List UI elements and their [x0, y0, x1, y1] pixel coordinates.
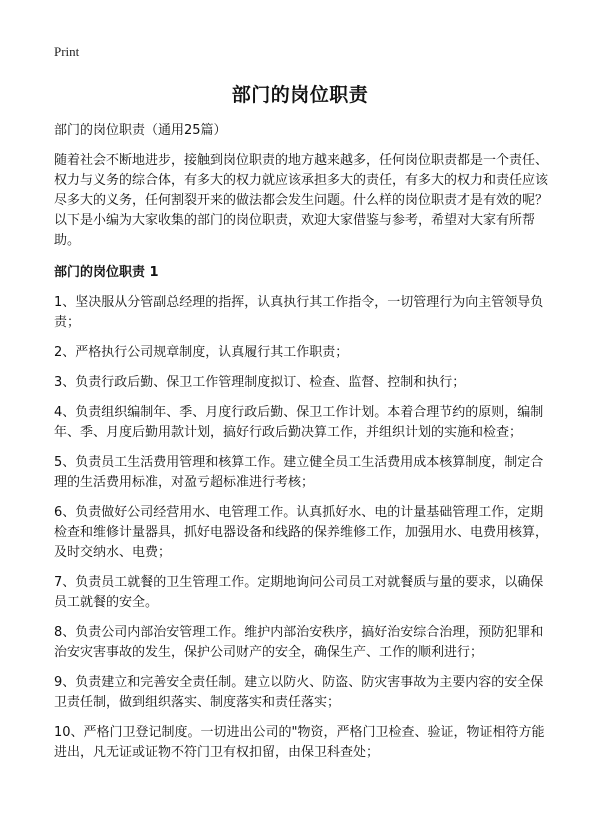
- section-heading: 部门的岗位职责 1: [54, 265, 159, 280]
- duty-item: 1、坚决服从分管副总经理的指挥，认真执行其工作指令，一切管理行为向主管领导负责；: [54, 295, 544, 330]
- intro-paragraph: 随着社会不断地进步，接触到岗位职责的地方越来越多，任何岗位职责都是一个责任、权力与义务的综合体，有多大的权力就应该承担多大的责任，有多大的权力和责任应该尽多大的义务，任何割裂开来的做法都会发生问题。什么样的岗位职责才是有效的呢？以下是小编为大家收集的部门的岗位职责，欢迎大家借鉴与参考，希望对大家有所帮助。: [54, 153, 549, 248]
- duty-item: 10、严格门卫登记制度。一切进出公司的"物资，严格门卫检查、验证，物证相符方能进出，凡无证或证物不符门卫有权扣留，由保卫科查处；: [54, 725, 545, 760]
- duty-item: 6、负责做好公司经营用水、电管理工作。认真抓好水、电的计量基础管理工作，定期检查和维修计量器具，抓好电器设备和线路的保养维修工作，加强用水、电费用核算，及时交纳水、电费；: [54, 505, 549, 560]
- document-subtitle: 部门的岗位职责（通用25篇）: [54, 123, 227, 138]
- duty-item: 5、负责员工生活费用管理和核算工作。建立健全员工生活费用成本核算制度，制定合理的生活费用标准，对盈亏超标准进行考核；: [54, 455, 544, 490]
- document-body: [54, 121, 554, 773]
- duty-list: [54, 293, 554, 763]
- duty-item: 2、严格执行公司规章制度，认真履行其工作职责；: [54, 345, 349, 360]
- print-link[interactable]: Print: [54, 44, 80, 59]
- duty-item: 8、负责公司内部治安管理工作。维护内部治安秩序，搞好治安综合治理，预防犯罪和治安灾害事故的发生，保护公司财产的安全，确保生产、工作的顺利进行；: [54, 625, 544, 660]
- duty-item: 3、负责行政后勤、保卫工作管理制度拟订、检查、监督、控制和执行；: [54, 375, 466, 390]
- duty-item: 4、负责组织编制年、季、月度行政后勤、保卫工作计划。本着合理节约的原则，编制年、季、月度后勤用款计划，搞好行政后勤决算工作，并组织计划的实施和检查；: [54, 405, 544, 440]
- duty-item: 9、负责建立和完善安全责任制。建立以防火、防盗、防灾害事故为主要内容的安全保卫责任制，做到组织落实、制度落实和责任落实；: [54, 675, 544, 710]
- duty-item: 7、负责员工就餐的卫生管理工作。定期地询问公司员工对就餐质与量的要求，以确保员工就餐的安全。: [54, 575, 544, 610]
- page-title: 部门的岗位职责: [231, 84, 369, 106]
